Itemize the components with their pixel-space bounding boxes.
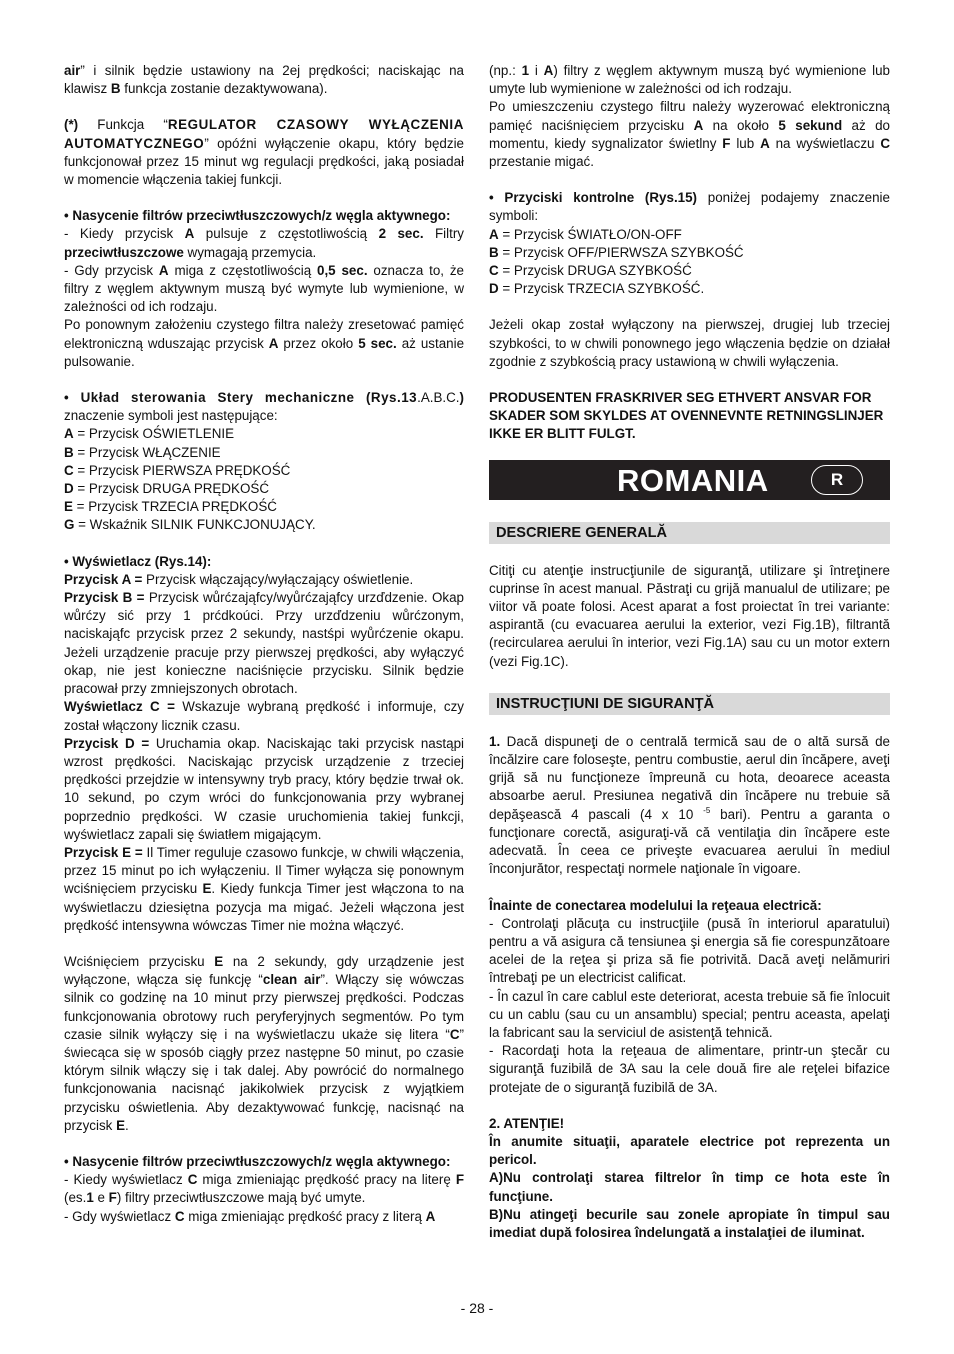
paragraph: - Kiedy przycisk A pulsuje z częstotliwością 2 sec. Filtry przeciwtłuszczowe wymagają przemycia. [64,226,465,260]
list-item: B = Przycisk OFF/PIERWSZA SZYBKOŚĆ [489,244,744,260]
warning-text: A)Nu controlaţi starea filtrelor în timp ce hota este în funcţiune. [489,1170,890,1204]
paragraph: Wciśnięciem przycisku E na 2 sekundy, gdy urządzenie jest wyłączone, włącza się funkcję “clean air”. Włączy się wówczas silnik co godzinę na 10 minut przy pierwszej prędkości. Podczas funkcjonowania obrotowy ruch peryferyjnych segmentów. Po tym czasie silnik wyłączy się i na wyświetlaczu ukaże się litera “C” świecąca się w sposób ciągły przez następne 50 minut, po czasie którym silnik włączy się i tak dalej. Aby powrócić do normalnego funkcjonowania nacisnąć jakikolwiek przycisk z wyjątkiem przycisku oświetlenia. Aby dezaktywować funkcję, nacisnąć na przycisk E. [64,953,465,1133]
section-heading: • Nasycenie filtrów przeciwtłuszczowych/z węgla aktywnego: [64,208,451,224]
paragraph: Wyświetlacz C = Wskazuje wybraną prędkość i informuje, czy został włączony licznik czasu. [64,699,464,733]
paragraph: Przycisk B = Przycisk wůrćzająfcy/wyůrćzająfcy urzďdzenie. Okap wůrćzy sić przy 1 prćdkoúci. Przy urzďdzeniu wůrćzonym, naciskająfc przycisk przez 2 sekundy, nastśpi wyůrćzenie okapu. Jeżeli urządzenie pracuje przy pierwszej prędkości, aby wyłączyć okap, nie jest konieczne naciśnięcie przycisku. Silnik będzie pracował przy zmniejszonych obrotach. [64,590,464,697]
paragraph: Po umieszczeniu czystego filtru należy wyzerować elektroniczną pamięć naciśnięciem przycisku A na około 5 sekund aż do momentu, kiedy sygnalizator świetlny F lub A na wyświetlaczu C przestanie migać. [489,99,890,170]
warning-notice: PRODUSENTEN FRASKRIVER SEG ETHVERT ANSVAR FOR SKADER SOM SKYLDES AT OVENNEVNTE RETNINGSLINJER IKKE ER BLITT FULGT. [489,390,884,442]
section-header-general: DESCRIERE GENERALĂ [489,522,890,544]
left-column [64,62,464,1226]
paragraph: Citiţi cu atenţie instrucţiunile de siguranţă, utilizare şi întreţinere cuprinse în acest manual. Păstraţi cu grijă manualul de utilizare; pe viitor vă poate folosi. Acest aparat a fost proiectat în trei variante: aspirantă (cu evacuarea aerului la exterior, vezi Fig.1B), filtrantă (recircularea aerului în interior, vezi Fig.1A) sau cu un motor extern (vezi Fig.1C). [489,562,890,669]
paragraph: (np.: 1 i A) filtry z węglem aktywnym muszą być wymienione lub umyte lub wymienione w zależności od ich rodzaju. [489,63,891,97]
paragraph: - În cazul în care cablul este deteriorat, acesta trebuie să fie înlocuit cu un cablu (sau cu un ansamblu) special; pentru aceasta, apelaţi la fabricant sau la serviciul de asistenţă tehnică. [489,988,890,1040]
paragraph: Jeżeli okap został wyłączony na pierwszej, drugiej lub trzeciej szybkości, to w chwili ponownego jego włączenia będzie on działał zgodnie z szybkością pracy ustawioną w chwili wyłączenia. [489,317,890,369]
section-heading: • Przyciski kontrolne (Rys.15) poniżej podajemy znaczenie symboli: [489,190,890,224]
symbol-list [489,226,890,299]
list-item: E = Przycisk TRZECIA PRĘDKOŚĆ [64,499,277,515]
paragraph: - Gdy wyświetlacz C miga zmieniając prędkość pracy z literą A [64,1208,436,1224]
paragraph: - Gdy przycisk A miga z częstotliwością 0,5 sec. oznacza to, że filtry z węglem aktywnym muszą być wymyte lub wymienione, w zależności od ich rodzaju. [64,262,464,315]
language-badge: R [811,465,863,495]
section-heading: • Nasycenie filtrów przeciwtłuszczowych/z węgla aktywnego: [64,1153,451,1169]
list-item: C = Przycisk DRUGA SZYBKOŚĆ [489,263,692,279]
warning-text: B)Nu atingeţi becurile sau zonele apropiate în timpul sau imediat după folosirea îndelungată a instalaţiei de iluminat. [489,1206,890,1240]
section-heading: • Wyświetlacz (Rys.14): [64,553,212,569]
section-header-safety: INSTRUCŢIUNI DE SIGURANŢĂ [489,693,890,715]
language-banner [489,460,890,500]
list-item: A = Przycisk OŚWIETLENIE [64,426,235,442]
section-heading: • Układ sterowania Stery mechaniczne (Rys.13.A.B.C.) znaczenie symboli jest następujące: [64,390,464,424]
section-heading: 2. ATENŢIE! [489,1115,565,1131]
paragraph: - Controlaţi plăcuţa cu instrucţiile (pusă în interiorul aparatului) pentru a vă asigura că tensiunea şi energia să fie corespunzătoare acelei de la reţea şi priza să fie potrivită. Dacă aveţi nelămuriri întrebaţi pe un electricist calificat. [489,915,890,986]
right-column [489,62,890,1242]
paragraph: 1. Dacă dispuneţi de o centrală termică sau de o altă sursă de încălzire care foloseşte, pentru combustie, aerul din încăpere, aveţi grijă să nu funcţioneze împreună cu hota, deoarece aceasta absoarbe aerul. Presiunea negativă din încăpere nu trebuie să depăşească 4 pascali (4 x 10 $^{-5}$ bari). Pentru a garanta o funcţionare corectă, asiguraţi-vă că ventilaţia din încăpere este adecvată. În ceea ce priveşte evacuarea aerului în mediul înconjurător, respectaţi normele naţionale în vigoare. [489,733,891,877]
page-number: - 28 - [460,1300,494,1316]
paragraph: - Racordaţi hota la reţeaua de alimentare, printr-un ştecăr cu siguranţă fuzibilă de 3A sau la cele două fire ale reţelei bifazice protejate de o siguranţă fuzibilă de 3A. [489,1043,890,1095]
list-item: D = Przycisk TRZECIA SZYBKOŚĆ. [489,281,705,297]
list-item: D = Przycisk DRUGA PRĘDKOŚĆ [64,481,269,497]
paragraph: Przycisk E = Il Timer reguluje czasowo funkcje, w chwili włączenia, przez 15 minut po ich wyłączeniu. Il Timer wyłącza się ponownym wciśnięciem przycisku E. Kiedy funkcja Timer jest włączona to na wyświetlaczu dziesiętna pozycja ma migać. Jeżeli włączona jest prędkość intensywna wówczas Timer nie można włączyć. [64,844,464,933]
paragraph: air” i silnik będzie ustawiony na 2ej prędkości; naciskając na klawisz B funkcja zostanie dezaktywowana). [64,63,464,97]
paragraph: Po ponownym założeniu czystego filtra należy zresetować pamięć elektroniczną wduszając przycisk A przez około 5 sec. aż ustanie pulsowanie. [64,317,465,369]
list-item: B = Przycisk WŁĄCZENIE [64,444,221,460]
list-item: G = Wskaźnik SILNIK FUNKCJONUJĄCY. [64,517,316,533]
list-item: A = Przycisk ŚWIATŁO/ON-OFF [489,226,682,242]
paragraph: Przycisk A = Przycisk włączający/wyłączający oświetlenie. [64,571,414,587]
paragraph: Przycisk D = Uruchamia okap. Naciskając taki przycisk nastąpi wzrost prędkości. Naciskając przycisk urządzenie z trzeciej prędkości przejdzie w intensywny tryb pracy, który będzie trwał ok. 10 sekund, po czym wróci do funkcjonowania przy wybranej poprzednio prędkości. W czasie uruchomienia takiej funkcji, wyświetlacz zapali się światłem migającym. [64,735,464,842]
warning-text: În anumite situaţii, aparatele electrice pot reprezenta un pericol. [489,1133,890,1168]
list-item: C = Przycisk PIERWSZA PRĘDKOŚĆ [64,462,291,478]
paragraph: (*) Funkcja “REGULATOR CZASOWY WYŁĄCZENIA AUTOMATYCZNEGO” opóźni wyłączenie okapu, który będzie funkcjonował przez 15 minut wg regulacji prędkości, jaką posiadał w momencie włączenia takiej funkcji. [64,117,464,188]
section-heading: Înainte de conectarea modelului la reţeaua electrică: [489,897,822,913]
paragraph: - Kiedy wyświetlacz C miga zmieniając prędkość pracy na literę F (es.1 e F) filtry przeciwtłuszczowe mają być umyte. [64,1172,464,1206]
banner-title: ROMANIA [617,462,769,498]
symbol-list [64,425,464,534]
